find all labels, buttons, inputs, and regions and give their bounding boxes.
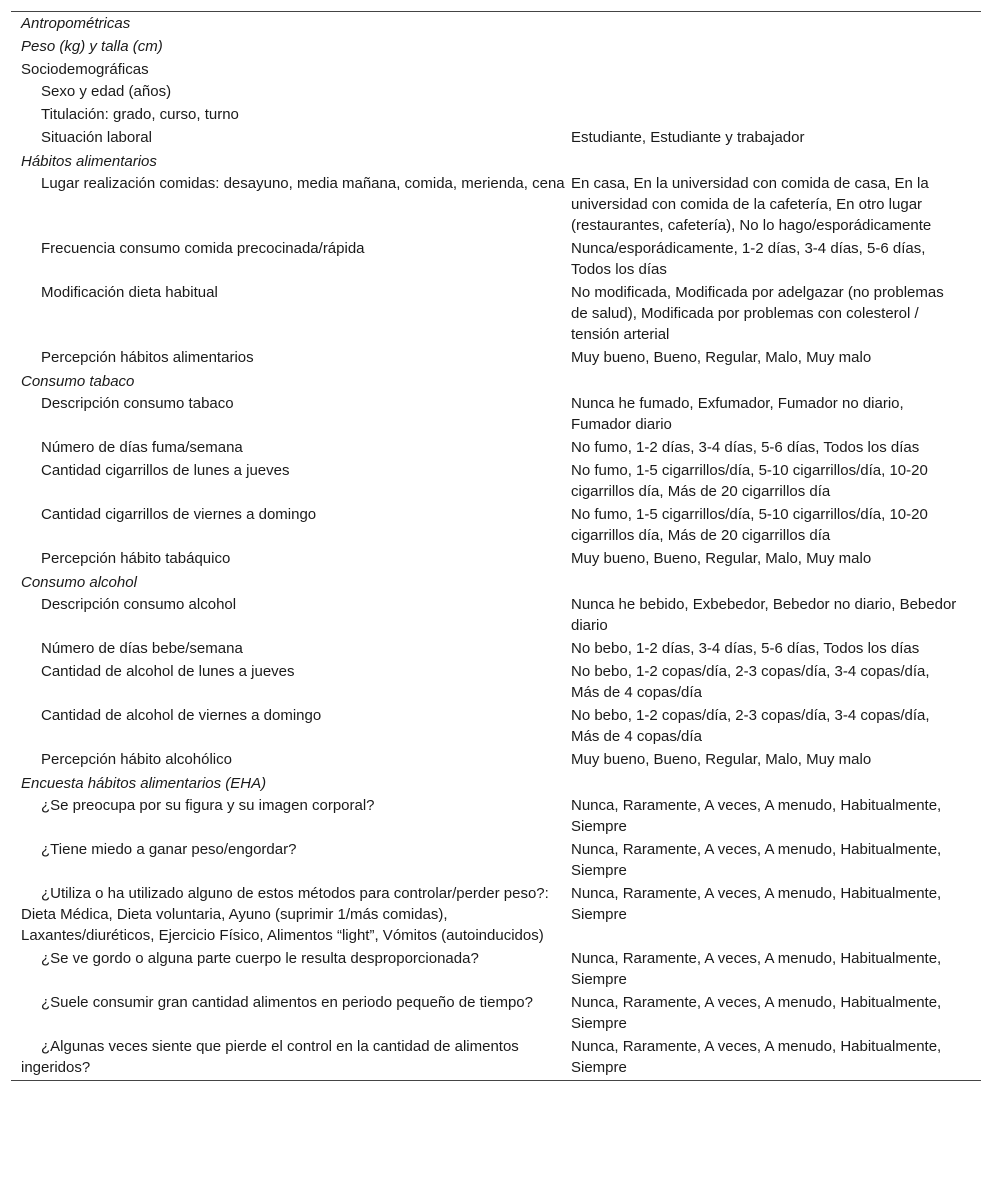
- table-row: [11, 104, 981, 125]
- variable-label: Cantidad de alcohol de viernes a domingo: [41, 707, 322, 724]
- variable-label: ¿Suele consumir gran cantidad alimentos en periodo pequeño de tiempo?: [41, 994, 533, 1011]
- table-row: [11, 548, 981, 569]
- variable-categories: Nunca, Raramente, A veces, A menudo, Habitualmente, Siempre: [571, 841, 942, 879]
- variable-categories: Nunca, Raramente, A veces, A menudo, Habitualmente, Siempre: [571, 797, 942, 835]
- variable-categories: No fumo, 1-5 cigarrillos/día, 5-10 cigarrillos/día, 10-20 cigarrillos día, Más de 20 cigarrillos día: [571, 506, 928, 544]
- section-heading-row: [11, 12, 981, 35]
- variable-label: ¿Algunas veces siente que pierde el control en la cantidad de alimentos ingeridos?: [21, 1038, 519, 1076]
- table-row: [11, 504, 981, 546]
- variable-categories: No bebo, 1-2 copas/día, 2-3 copas/día, 3-4 copas/día, Más de 4 copas/día: [571, 663, 930, 701]
- section-heading-row: [11, 35, 981, 58]
- variable-label: Titulación: grado, curso, turno: [41, 106, 239, 123]
- variable-categories: Nunca he bebido, Exbebedor, Bebedor no diario, Bebedor diario: [571, 596, 957, 634]
- variable-categories: [571, 104, 981, 125]
- variable-categories: [571, 370, 981, 393]
- variable-label: ¿Se ve gordo o alguna parte cuerpo le resulta desproporcionada?: [41, 950, 479, 967]
- table-row: [11, 460, 981, 502]
- variable-categories: [571, 81, 981, 102]
- table-row: [11, 705, 981, 747]
- variable-categories: Muy bueno, Bueno, Regular, Malo, Muy malo: [571, 550, 872, 567]
- table-row: [11, 638, 981, 659]
- variable-label: ¿Utiliza o ha utilizado alguno de estos métodos para controlar/perder peso?: Dieta Médica, Dieta voluntaria, Ayuno (suprimir 1/más comidas), Laxantes/diuréticos, Ejercicio Físico, Alimentos “light”, Vómitos (autoinducidos): [21, 885, 549, 944]
- table-row: [11, 883, 981, 946]
- variable-categories: [571, 58, 981, 81]
- section-heading-row: [11, 150, 981, 173]
- table-row: [11, 594, 981, 636]
- variables-table: [11, 11, 981, 1081]
- section-heading: Hábitos alimentarios: [21, 153, 157, 170]
- variable-label: Descripción consumo alcohol: [41, 596, 237, 613]
- variable-categories: [571, 772, 981, 795]
- variable-label: ¿Tiene miedo a ganar peso/engordar?: [41, 841, 297, 858]
- variable-label: Cantidad de alcohol de lunes a jueves: [41, 663, 295, 680]
- variable-categories: [571, 35, 981, 58]
- variable-categories: Estudiante, Estudiante y trabajador: [571, 129, 805, 146]
- variable-categories: No bebo, 1-2 días, 3-4 días, 5-6 días, Todos los días: [571, 640, 920, 657]
- variable-categories: Nunca, Raramente, A veces, A menudo, Habitualmente, Siempre: [571, 950, 942, 988]
- variable-label: Modificación dieta habitual: [41, 284, 218, 301]
- table-row: [11, 238, 981, 280]
- variable-label: Cantidad cigarrillos de viernes a domingo: [41, 506, 317, 523]
- variable-label: Percepción hábitos alimentarios: [41, 349, 254, 366]
- table-row: [11, 749, 981, 770]
- variable-label: Percepción hábito tabáquico: [41, 550, 231, 567]
- table-row: [11, 661, 981, 703]
- variable-label: Número de días fuma/semana: [41, 439, 243, 456]
- variable-categories: Nunca he fumado, Exfumador, Fumador no diario, Fumador diario: [571, 395, 904, 433]
- table-row: [11, 127, 981, 148]
- table-row: [11, 81, 981, 102]
- variable-label: Lugar realización comidas: desayuno, media mañana, comida, merienda, cena: [41, 175, 565, 192]
- variable-categories: No fumo, 1-5 cigarrillos/día, 5-10 cigarrillos/día, 10-20 cigarrillos día, Más de 20 cigarrillos día: [571, 462, 928, 500]
- variable-label: Sociodemográficas: [21, 61, 149, 78]
- table-row: [11, 282, 981, 345]
- table-row: [11, 1036, 981, 1078]
- section-heading-row: [11, 772, 981, 795]
- variable-categories: Muy bueno, Bueno, Regular, Malo, Muy malo: [571, 751, 872, 768]
- section-heading: Antropométricas: [21, 15, 131, 32]
- section-heading-row: [11, 571, 981, 594]
- table-row: [11, 839, 981, 881]
- variable-categories: No modificada, Modificada por adelgazar (no problemas de salud), Modificada por problemas con colesterol / tensión arterial: [571, 284, 944, 343]
- table-row: [11, 58, 981, 81]
- variable-categories: No fumo, 1-2 días, 3-4 días, 5-6 días, Todos los días: [571, 439, 920, 456]
- section-heading: Consumo alcohol: [21, 574, 137, 591]
- table-row: [11, 795, 981, 837]
- section-heading: Peso (kg) y talla (cm): [21, 38, 163, 55]
- variable-label: ¿Se preocupa por su figura y su imagen corporal?: [41, 797, 375, 814]
- table-row: [11, 347, 981, 368]
- variable-categories: [571, 150, 981, 173]
- variable-categories: Nunca/esporádicamente, 1-2 días, 3-4 días, 5-6 días, Todos los días: [571, 240, 926, 278]
- variable-label: Sexo y edad (años): [41, 83, 172, 100]
- variable-label: Frecuencia consumo comida precocinada/rápida: [41, 240, 365, 257]
- variable-label: Cantidad cigarrillos de lunes a jueves: [41, 462, 290, 479]
- variable-categories: No bebo, 1-2 copas/día, 2-3 copas/día, 3-4 copas/día, Más de 4 copas/día: [571, 707, 930, 745]
- variable-categories: [571, 571, 981, 594]
- table-row: [11, 393, 981, 435]
- table-row: [11, 948, 981, 990]
- table-row: [11, 173, 981, 236]
- variable-categories: En casa, En la universidad con comida de casa, En la universidad con comida de la cafetería, En otro lugar (restaurantes, cafetería), No lo hago/esporádicamente: [571, 175, 932, 234]
- section-heading-row: [11, 370, 981, 393]
- table-row: [11, 437, 981, 458]
- section-heading: Encuesta hábitos alimentarios (EHA): [21, 775, 267, 792]
- variable-categories: [571, 12, 981, 35]
- variable-categories: Nunca, Raramente, A veces, A menudo, Habitualmente, Siempre: [571, 1038, 942, 1076]
- variable-categories: Muy bueno, Bueno, Regular, Malo, Muy malo: [571, 349, 872, 366]
- variable-label: Descripción consumo tabaco: [41, 395, 234, 412]
- variable-label: Situación laboral: [41, 129, 152, 146]
- variable-categories: Nunca, Raramente, A veces, A menudo, Habitualmente, Siempre: [571, 885, 942, 923]
- variable-label: Número de días bebe/semana: [41, 640, 243, 657]
- variable-label: Percepción hábito alcohólico: [41, 751, 232, 768]
- section-heading: Consumo tabaco: [21, 373, 135, 390]
- table-row: [11, 992, 981, 1034]
- variable-categories: Nunca, Raramente, A veces, A menudo, Habitualmente, Siempre: [571, 994, 942, 1032]
